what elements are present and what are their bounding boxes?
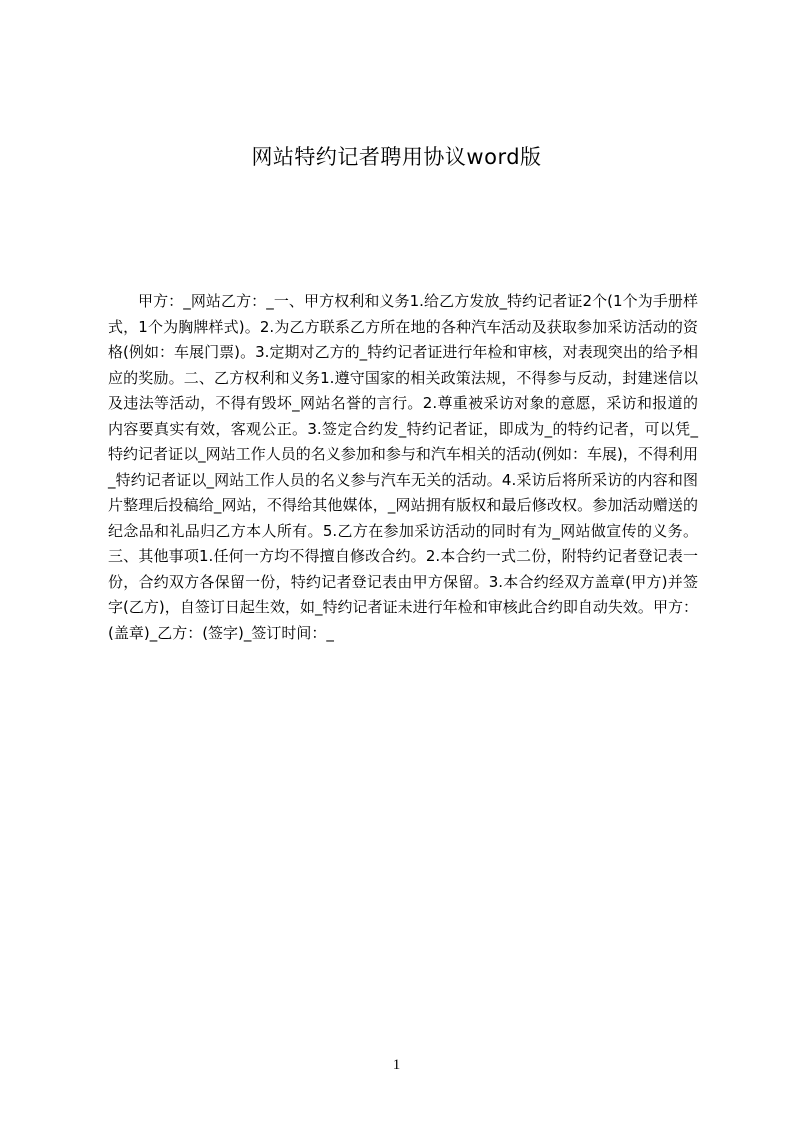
page-number: 1 <box>392 1057 401 1073</box>
agreement-body-text: 甲方：_网站乙方：_一、甲方权利和义务1.给乙方发放_特约记者证2个(1个为手册样式，1个为胸牌样式)。2.为乙方联系乙方所在地的各种汽车活动及获取参加采访活动的资格(例如：车展门票)。3.定期对乙方的_特约记者证进行年检和审核，对表现突出的给予相应的奖励。二、乙方权利和义务1.遵守国家的相关政策法规，不得参与反动，封建迷信以及违法等活动，不得有毁坏_网站名誉的言行。2.尊重被采访对象的意愿，采访和报道的内容要真实有效，客观公正。3.签定合约发_特约记者证，即成为_的特约记者，可以凭_特约记者证以_网站工作人员的名义参加和参与和汽车相关的活动(例如：车展)，不得利用_特约记者证以_网站工作人员的名义参与汽车无关的活动。4.采访后将所采访的内容和图片整理后投稿给_网站，不得给其他媒体，_网站拥有版权和最后修改权。参加活动赠送的纪念品和礼品归乙方本人所有。5.乙方在参加采访活动的同时有为_网站做宣传的义务。三、其他事项1.任何一方均不得擅自修改合约。2.本合约一式二份，附特约记者登记表一份，合约双方各保留一份，特约记者登记表由甲方保留。3.本合约经双方盖章(甲方)并签字(乙方)，自签订日起生效，如_特约记者证未进行年检和审核此合约即自动失效。甲方：(盖章)_乙方：(签字)_签订时间：_ <box>108 292 698 642</box>
document-title: 网站特约记者聘用协议word版 <box>251 145 542 169</box>
